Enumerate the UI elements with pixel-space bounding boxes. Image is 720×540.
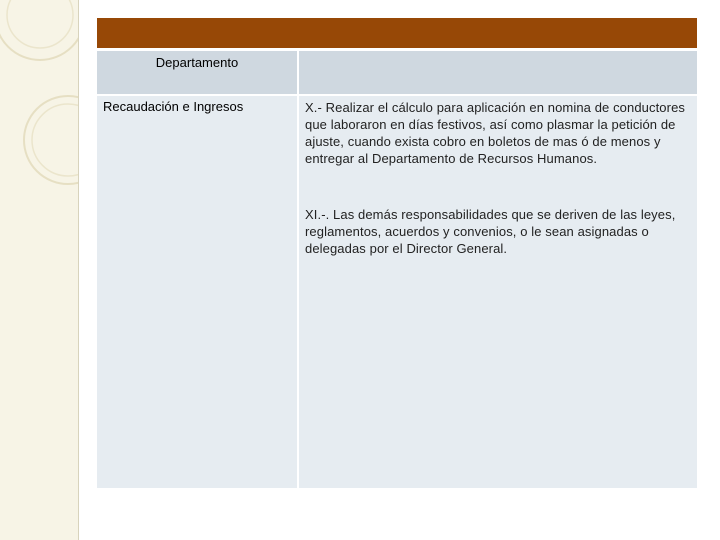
responsibility-item-xi: XI.-. Las demás responsabilidades que se deriven de las leyes, reglamentos, acuerdos y convenios, o le sean asignadas o delegadas por el Director General.	[305, 207, 676, 256]
decorative-circles-graphic	[0, 0, 78, 200]
table-head-row	[97, 51, 697, 94]
decorative-side-panel	[0, 0, 79, 540]
table-row	[97, 96, 697, 488]
responsibilities-cell	[299, 96, 697, 488]
table-header-bar	[97, 18, 697, 48]
head-cell-department	[97, 51, 297, 94]
department-name: Recaudación e Ingresos	[103, 99, 244, 114]
responsibilities-table	[97, 18, 697, 488]
responsibility-item-x: X.- Realizar el cálculo para aplicación en nomina de conductores que laboraron en días festivos, así como plasmar la petición de ajuste, cuando exista cobro en boletos de mas ó de menos y entregar al Departamento de Recursos Humanos.	[305, 100, 685, 166]
head-cell-empty	[299, 51, 697, 94]
column-header-departamento: Departamento	[155, 55, 239, 70]
department-cell	[97, 96, 297, 488]
